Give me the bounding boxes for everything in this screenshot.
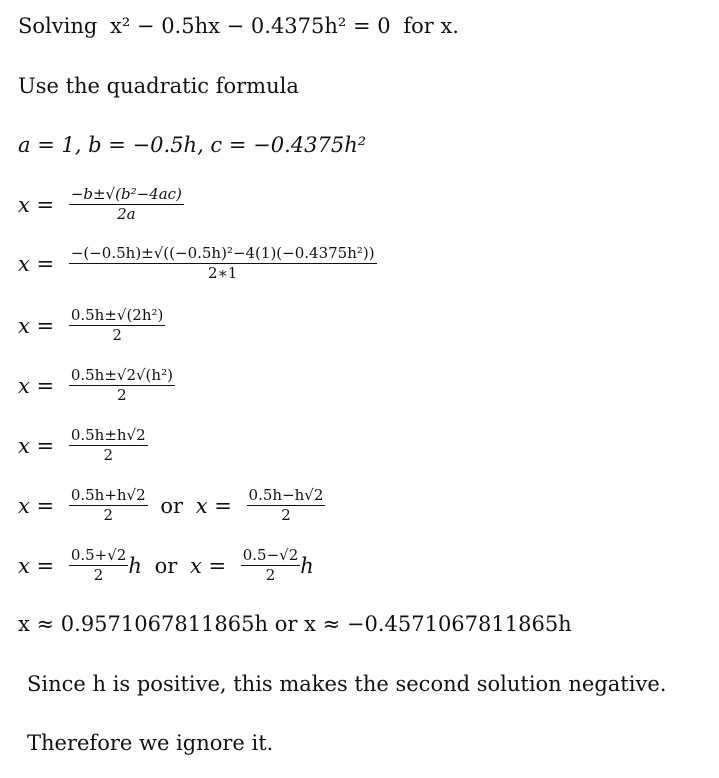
fraction [69,367,175,404]
fraction-numerator: −b±√(b²−4ac) [70,185,182,203]
fraction [69,307,166,344]
step-factored [18,547,314,584]
step-substitution [18,245,377,282]
step-lhs: x = [18,192,55,217]
method-line: Use the quadratic formula [18,74,299,98]
step-lhs: x = [18,251,55,276]
step-lhs: x = [18,433,55,458]
fraction-numerator: 0.5h±√(2h²) [70,306,164,324]
fraction-denominator: 2 [103,446,114,464]
step-two-solutions [18,487,325,524]
step-lhs: x = [18,493,55,518]
fraction-numerator: 0.5h+h√2 [70,486,146,504]
fraction-numerator: 0.5h±h√2 [70,426,146,444]
conclusion-positive-h: Since h is positive, this makes the second solution negative. [27,672,667,696]
fraction [69,186,184,223]
fraction-numerator: 0.5−√2 [242,546,299,564]
approximation-line: x ≈ 0.9571067811865h or x ≈ −0.4571067811865h [18,612,572,636]
fraction-denominator: 2 [281,506,291,524]
fraction-plus [69,487,148,524]
h-factor: h [128,553,142,578]
coefficients-line: a = 1, b = −0.5h, c = −0.4375h² [18,133,367,157]
intro-equation: x² − 0.5hx − 0.4375h² = 0 [109,14,391,38]
fraction-numerator: 0.5h−h√2 [248,486,324,504]
step-evaluate-root [18,427,148,464]
fraction-numerator: −(−0.5h)±√((−0.5h)²−4(1)(−0.4375h²)) [70,244,375,262]
fraction [69,427,148,464]
fraction [69,245,377,282]
step-split-root [18,367,175,404]
fraction-denominator: 2 [103,506,114,524]
fraction-minus [241,547,301,584]
conclusion-ignore: Therefore we ignore it. [27,731,274,755]
step-lhs: x = [18,553,55,578]
fraction-plus [69,547,129,584]
step-general-formula [18,186,184,223]
step-lhs-second: x = [189,553,227,578]
solving-word: Solving [18,14,98,38]
or-word: or [154,553,178,578]
fraction-denominator: 2 [93,566,104,584]
fraction-denominator: 2 [117,386,127,404]
h-factor: h [300,553,314,578]
intro-line [18,12,459,40]
step-lhs: x = [18,313,55,338]
fraction-numerator: 0.5h±√2√(h²) [70,366,173,384]
step-simplify-radicand [18,307,165,344]
fraction-denominator: 2 [265,566,276,584]
step-lhs: x = [18,373,55,398]
for-x-text: for x. [403,14,459,38]
or-word: or [160,493,184,518]
fraction-denominator: 2∗1 [208,264,238,282]
fraction-numerator: 0.5+√2 [70,546,127,564]
step-lhs-second: x = [195,493,232,518]
fraction-minus [247,487,326,524]
fraction-denominator: 2 [112,326,122,344]
fraction-denominator: 2a [117,205,136,223]
